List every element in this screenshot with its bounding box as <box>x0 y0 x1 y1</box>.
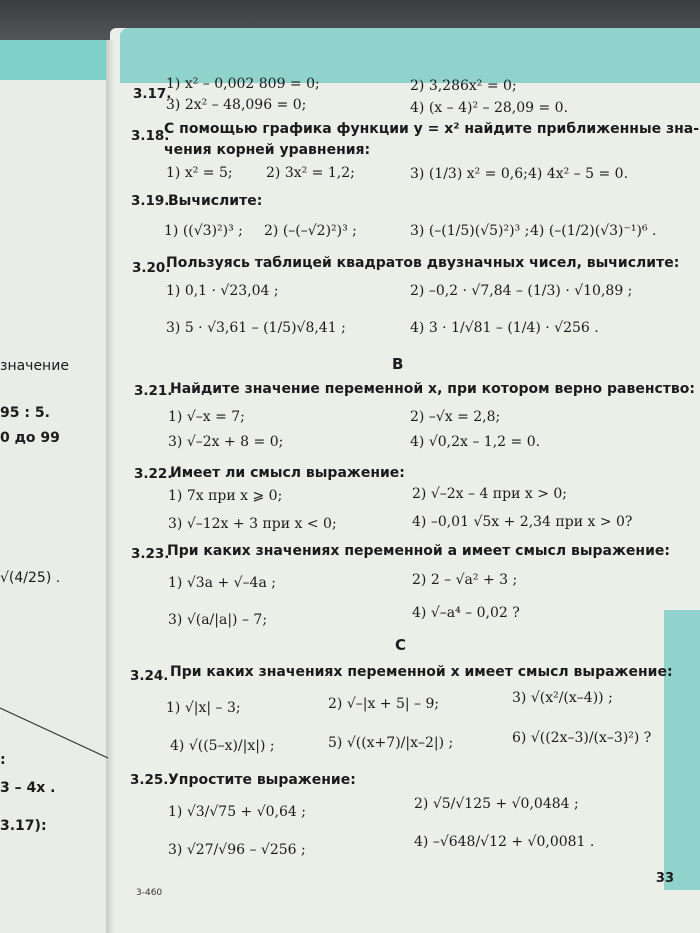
problem-item: 2) 3,286x² = 0; <box>410 78 517 94</box>
problem-item: 1) 7x при x ⩾ 0; <box>168 488 283 504</box>
problem-text: С помощью графика функции y = x² найдите приближенные зна- <box>164 121 700 137</box>
left-fragment: : <box>0 752 6 768</box>
page-fold <box>106 40 116 933</box>
problem-number: 3.19. <box>131 193 170 209</box>
problem-item: 5) √((x+7)/|x–2|) ; <box>328 735 454 751</box>
problem-item: 4) 4x² – 5 = 0. <box>528 166 629 182</box>
problem-text: Вычислите: <box>168 193 263 209</box>
problem-item: 1) √–x = 7; <box>168 409 245 425</box>
problem-item: 1) x² – 0,002 809 = 0; <box>166 76 320 92</box>
problem-item: 3) √(a/|a|) – 7; <box>168 612 268 628</box>
problem-item: 4) √–a⁴ – 0,02 ? <box>412 605 520 621</box>
problem-item: 2) √–2x – 4 при x > 0; <box>412 486 568 502</box>
problem-item: 3) √–12x + 3 при x < 0; <box>168 516 337 532</box>
problem-item: 3) (1/3) x² = 0,6; <box>410 166 528 182</box>
left-fragment: √(4/25) . <box>0 570 61 586</box>
left-fragment: 95 : 5. <box>0 405 50 421</box>
problem-item: 2) 3x² = 1,2; <box>266 165 355 181</box>
print-code: 3-460 <box>136 888 163 898</box>
problem-text: Найдите значение переменной x, при котором верно равенство: <box>170 381 695 397</box>
problem-item: 2) √5/√125 + √0,0484 ; <box>414 796 579 812</box>
problem-item: 4) √((5–x)/|x|) ; <box>170 738 275 754</box>
problem-item: 4) (–(1/2)(√3)⁻¹)⁶ . <box>530 223 657 239</box>
problem-item: 1) √|x| – 3; <box>166 700 241 716</box>
problem-number: 3.24. <box>130 668 169 684</box>
problem-number: 3.23. <box>131 546 170 562</box>
page-number: 33 <box>655 871 674 886</box>
problem-item: 1) ((√3)²)³ ; <box>164 223 243 239</box>
left-fragment: 3.17): <box>0 818 47 834</box>
section-heading: С <box>395 636 407 654</box>
problem-text: Имеет ли смысл выражение: <box>170 465 405 481</box>
problem-number: 3.20. <box>132 260 171 276</box>
problem-number: 3.25. <box>130 772 169 788</box>
problem-item: 4) √0,2x – 1,2 = 0. <box>410 434 541 450</box>
problem-text: При каких значениях переменной x имеет смысл выражение: <box>170 664 673 680</box>
left-fragment: 0 до 99 <box>0 430 60 446</box>
problem-text: Упростите выражение: <box>168 772 356 788</box>
problem-number: 3.18. <box>131 128 170 144</box>
left-fragment: значение <box>0 358 69 374</box>
problem-item: 1) 0,1 · √23,04 ; <box>166 283 279 299</box>
problem-item: 4) (x – 4)² – 28,09 = 0. <box>410 100 569 116</box>
problem-item: 2) –√x = 2,8; <box>410 409 501 425</box>
problem-item: 2) –0,2 · √7,84 – (1/3) · √10,89 ; <box>410 283 633 299</box>
problem-item: 1) √3/√75 + √0,64 ; <box>168 804 306 820</box>
problem-item: 3) 2x² – 48,096 = 0; <box>166 97 307 113</box>
page-top-band <box>120 28 700 83</box>
problem-item: 4) –0,01 √5x + 2,34 при x > 0? <box>412 514 633 530</box>
problem-number: 3.17. <box>133 86 172 102</box>
section-heading: В <box>392 355 404 373</box>
left-page-diagram-line <box>0 700 110 760</box>
problem-item: 3) 5 · √3,61 – (1/5)√8,41 ; <box>166 320 346 336</box>
page-side-band <box>664 610 700 890</box>
left-page <box>0 40 120 933</box>
problem-text: чения корней уравнения: <box>164 142 371 158</box>
left-fragment: 3 – 4x . <box>0 780 56 796</box>
problem-item: 4) 3 · 1/√81 – (1/4) · √256 . <box>410 320 599 336</box>
problem-item: 3) (–(1/5)(√5)²)³ ; <box>410 223 530 239</box>
problem-number: 3.22. <box>134 466 173 482</box>
problem-text: Пользуясь таблицей квадратов двузначных чисел, вычислите: <box>166 255 680 271</box>
problem-item: 3) √(x²/(x–4)) ; <box>512 690 613 706</box>
problem-item: 3) √–2x + 8 = 0; <box>168 434 284 450</box>
problem-number: 3.21. <box>134 383 173 399</box>
problem-item: 4) –√648/√12 + √0,0081 . <box>414 834 595 850</box>
problem-item: 6) √((2x–3)/(x–3)²) ? <box>512 730 652 746</box>
left-page-band <box>0 40 118 80</box>
problem-item: 2) (–(–√2)²)³ ; <box>264 223 357 239</box>
problem-item: 1) √3a + √–4a ; <box>168 575 276 591</box>
problem-item: 3) √27/√96 – √256 ; <box>168 842 306 858</box>
problem-item: 1) x² = 5; <box>166 165 233 181</box>
problem-item: 2) √–|x + 5| – 9; <box>328 696 440 712</box>
problem-text: При каких значениях переменной a имеет смысл выражение: <box>167 543 670 559</box>
problem-item: 2) 2 – √a² + 3 ; <box>412 572 518 588</box>
